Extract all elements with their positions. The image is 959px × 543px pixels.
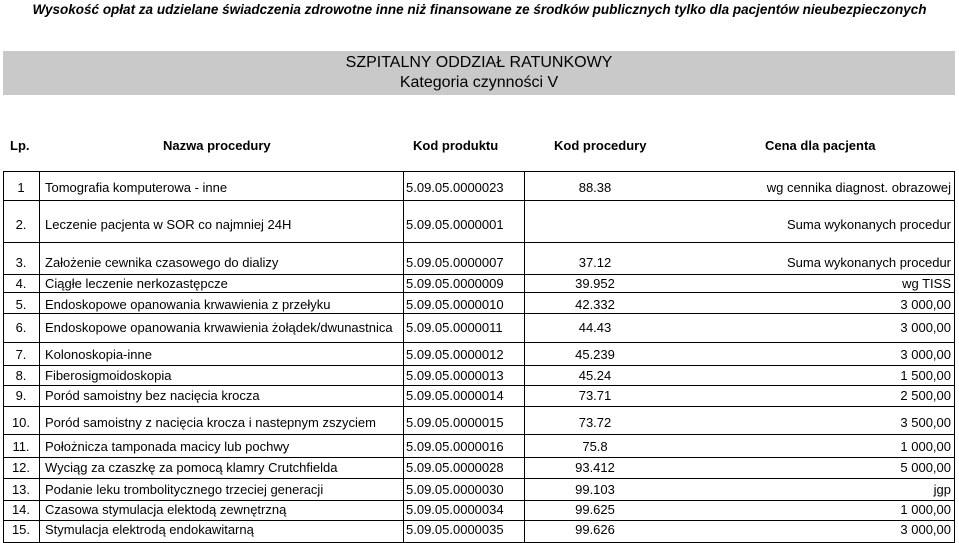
patient-price: 3 000,00 <box>900 297 951 312</box>
product-code: 5.09.05.0000009 <box>406 276 504 291</box>
product-code: 5.09.05.0000035 <box>406 522 504 537</box>
procedure-code: 45.239 <box>575 347 615 362</box>
procedure-code: 37.12 <box>578 255 612 270</box>
procedure-code: 73.72 <box>578 415 612 430</box>
header-procedure-code: Kod procedury <box>554 138 647 153</box>
product-code: 5.09.05.0000007 <box>406 255 504 270</box>
row-number: 3. <box>15 255 27 270</box>
patient-price: 3 000,00 <box>900 347 951 362</box>
procedure-code: 99.625 <box>575 502 615 517</box>
table-row-divider <box>3 313 955 314</box>
procedure-name: Poród samoistny z nacięcia krocza i nastepnym zszyciem <box>45 415 376 430</box>
table-row-divider <box>3 342 955 343</box>
procedure-name: Endoskopowe opanowania krwawienia z przełyku <box>45 297 331 312</box>
procedure-code: 73.71 <box>578 388 612 403</box>
row-number: 15. <box>11 522 31 537</box>
row-number: 14. <box>11 502 31 517</box>
procedure-name: Położnicza tamponada macicy lub pochwy <box>45 439 290 454</box>
procedure-name: Czasowa stymulacja elektodą zewnętrzną <box>45 502 287 517</box>
header-price: Cena dla pacjenta <box>765 138 876 153</box>
patient-price: 5 000,00 <box>900 460 951 475</box>
department-name: SZPITALNY ODDZIAŁ RATUNKOWY <box>345 54 613 71</box>
patient-price: Suma wykonanych procedur <box>786 255 951 270</box>
product-code: 5.09.05.0000011 <box>406 320 503 335</box>
patient-price: 1 000,00 <box>900 502 951 517</box>
row-number: 10. <box>11 415 31 430</box>
table-column-divider <box>524 171 525 543</box>
procedure-name: Założenie cewnika czasowego do dializy <box>45 255 279 270</box>
table-row-divider <box>3 171 955 172</box>
department-category: Kategoria czynności V <box>399 74 559 91</box>
row-number: 7. <box>15 347 27 362</box>
row-number: 12. <box>11 460 31 475</box>
row-number: 13. <box>11 482 31 497</box>
row-number: 4. <box>15 276 27 291</box>
procedure-name: Poród samoistny bez nacięcia krocza <box>45 388 260 403</box>
table-row-divider <box>3 478 955 479</box>
procedure-name: Endoskopowe opanowania krwawienia żołądek/dwunastnica <box>45 320 393 335</box>
patient-price: jgp <box>933 482 951 497</box>
product-code: 5.09.05.0000028 <box>406 460 504 475</box>
patient-price: 3 000,00 <box>900 320 951 335</box>
table-row-divider <box>3 520 955 521</box>
procedure-name: Stymulacja elektrodą endokawitarną <box>45 522 254 537</box>
procedure-code: 44.43 <box>578 320 612 335</box>
table-column-divider <box>403 171 404 543</box>
table-row-divider <box>3 365 955 366</box>
patient-price: 3 000,00 <box>900 522 951 537</box>
table-row-divider <box>3 457 955 458</box>
row-number: 6. <box>15 320 27 335</box>
table-row-divider <box>3 434 955 435</box>
procedure-code: 75.8 <box>582 439 608 454</box>
patient-price: wg cennika diagnost. obrazowej <box>766 180 951 195</box>
table-border <box>3 171 4 543</box>
procedure-code: 42.332 <box>575 297 615 312</box>
procedure-name: Wyciąg za czaszkę za pomocą klamry Crutchfielda <box>45 460 338 475</box>
table-column-divider <box>39 171 40 543</box>
product-code: 5.09.05.0000016 <box>406 439 504 454</box>
patient-price: Suma wykonanych procedur <box>786 217 951 232</box>
procedure-code: 93.412 <box>575 460 615 475</box>
procedure-code: 39.952 <box>575 276 615 291</box>
patient-price: 3 500,00 <box>900 415 951 430</box>
page-title: Wysokość opłat za udzielane świadczenia zdrowotne inne niż finansowane ze środków publicznych tylko dla pacjentów nieubezpieczonych <box>32 2 927 17</box>
procedure-name: Leczenie pacjenta w SOR co najmniej 24H <box>45 217 292 232</box>
table-row-divider <box>3 242 955 243</box>
product-code: 5.09.05.0000013 <box>406 368 504 383</box>
procedure-name: Podanie leku trombolitycznego trzeciej generacji <box>45 482 324 497</box>
table-row-divider <box>3 200 955 201</box>
department-header <box>3 51 955 95</box>
procedure-code: 88.38 <box>578 180 612 195</box>
product-code: 5.09.05.0000012 <box>406 347 504 362</box>
product-code: 5.09.05.0000014 <box>406 388 504 403</box>
product-code: 5.09.05.0000023 <box>406 180 504 195</box>
procedure-name: Kolonoskopia-inne <box>45 347 152 362</box>
table-row-divider <box>3 274 955 275</box>
product-code: 5.09.05.0000015 <box>406 415 504 430</box>
procedure-code: 99.103 <box>575 482 615 497</box>
row-number: 8. <box>15 368 27 383</box>
procedure-code: 99.626 <box>575 522 615 537</box>
row-number: 11. <box>12 439 30 454</box>
product-code: 5.09.05.0000001 <box>406 217 504 232</box>
row-number: 5. <box>15 297 27 312</box>
product-code: 5.09.05.0000030 <box>406 482 504 497</box>
header-lp: Lp. <box>10 138 30 153</box>
patient-price: wg TISS <box>902 276 951 291</box>
row-number: 9. <box>15 388 27 403</box>
table-row-divider <box>3 385 955 386</box>
procedure-name: Tomografia komputerowa - inne <box>45 180 228 195</box>
table-row-divider <box>3 292 955 293</box>
procedure-code: 45.24 <box>578 368 612 383</box>
header-name: Nazwa procedury <box>163 138 271 153</box>
patient-price: 1 500,00 <box>900 368 951 383</box>
table-border <box>954 171 955 543</box>
procedure-name: Ciągłe leczenie nerkozastępcze <box>45 276 228 291</box>
table-row-divider <box>3 500 955 501</box>
product-code: 5.09.05.0000034 <box>406 502 504 517</box>
table-row-divider <box>3 406 955 407</box>
procedure-name: Fiberosigmoidoskopia <box>45 368 172 383</box>
header-product-code: Kod produktu <box>413 138 499 153</box>
patient-price: 1 000,00 <box>900 439 951 454</box>
product-code: 5.09.05.0000010 <box>406 297 504 312</box>
row-number: 1 <box>17 180 25 195</box>
patient-price: 2 500,00 <box>900 388 951 403</box>
row-number: 2. <box>15 217 27 232</box>
